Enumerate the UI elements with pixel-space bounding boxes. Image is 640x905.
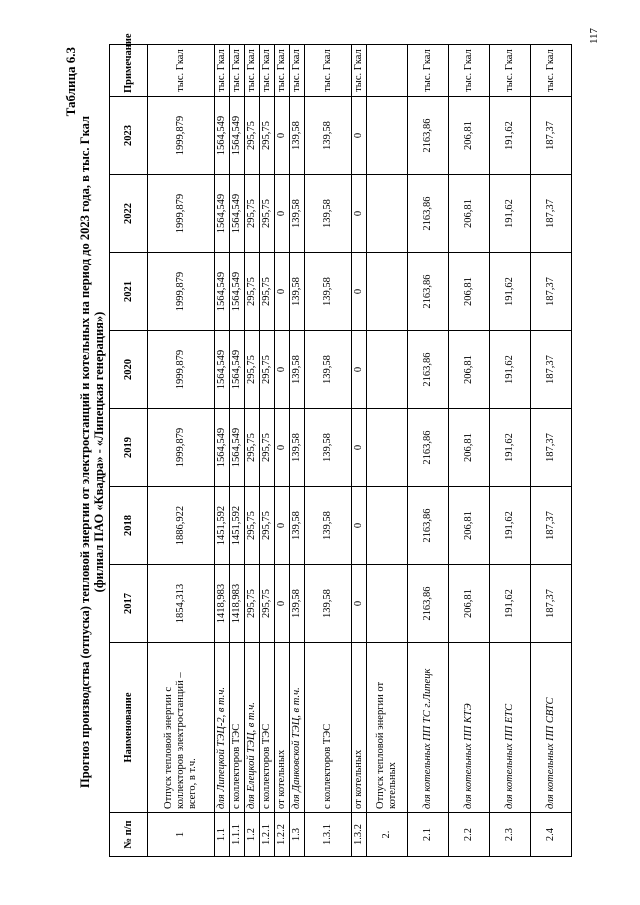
- row-number-cell: 1.1.1: [230, 813, 245, 857]
- value-cell: 2163,86: [408, 331, 449, 409]
- row-name-cell: для Елецкой ТЭЦ, в т.ч.: [245, 643, 260, 813]
- value-cell: 191,62: [490, 175, 531, 253]
- value-cell: [367, 565, 408, 643]
- table-row: [305, 45, 352, 857]
- value-cell: 295,75: [245, 97, 260, 175]
- value-cell: 206,81: [449, 97, 490, 175]
- row-name-cell: для котельных ПП СВТС: [531, 643, 572, 813]
- value-cell: 1564,549: [230, 253, 245, 331]
- table-row: [290, 45, 305, 857]
- row-number-cell: 2.3: [490, 813, 531, 857]
- value-cell: 0: [275, 97, 290, 175]
- value-cell: 0: [352, 487, 367, 565]
- header-cell: № п/п: [110, 813, 148, 857]
- row-number-cell: 1.1: [215, 813, 230, 857]
- value-cell: 1564,549: [230, 409, 245, 487]
- row-number-cell: 1.2.1: [260, 813, 275, 857]
- value-cell: 2163,86: [408, 487, 449, 565]
- note-cell: тыс. Гкал: [531, 45, 572, 97]
- value-cell: 139,58: [305, 175, 352, 253]
- table-row: [215, 45, 230, 857]
- header-cell: 2021: [110, 253, 148, 331]
- value-cell: 139,58: [290, 97, 305, 175]
- table-label: Таблица 6.3: [63, 47, 78, 117]
- header-cell: 2023: [110, 97, 148, 175]
- value-cell: 191,62: [490, 331, 531, 409]
- row-number-cell: 2.: [367, 813, 408, 857]
- value-cell: 2163,86: [408, 409, 449, 487]
- title-line-2: (филиал ПАО «Квадра» - «Липецкая генерация»): [92, 311, 106, 593]
- row-name-cell: Отпуск тепловой энергии от котельных: [367, 643, 408, 813]
- value-cell: 139,58: [290, 409, 305, 487]
- note-cell: тыс. Гкал: [260, 45, 275, 97]
- value-cell: 1564,549: [215, 253, 230, 331]
- value-cell: 139,58: [290, 331, 305, 409]
- row-name-cell: для котельных ПП ТС г.Липецк: [408, 643, 449, 813]
- value-cell: 191,62: [490, 253, 531, 331]
- row-name-cell: для Данковской ТЭЦ, в т.ч.: [290, 643, 305, 813]
- value-cell: 139,58: [305, 409, 352, 487]
- table-row: [531, 45, 572, 857]
- note-cell: тыс. Гкал: [275, 45, 290, 97]
- value-cell: 0: [352, 175, 367, 253]
- value-cell: 206,81: [449, 331, 490, 409]
- value-cell: 206,81: [449, 175, 490, 253]
- row-name-cell: для Липецкой ТЭЦ-2, в т.ч.: [215, 643, 230, 813]
- value-cell: 295,75: [260, 175, 275, 253]
- value-cell: 1564,549: [230, 97, 245, 175]
- header-cell: Наименование: [110, 643, 148, 813]
- value-cell: 2163,86: [408, 175, 449, 253]
- row-number-cell: 1: [148, 813, 215, 857]
- row-name-cell: Отпуск тепловой энергии с коллекторов электростанций – всего, в т.ч.: [148, 643, 215, 813]
- value-cell: 191,62: [490, 565, 531, 643]
- value-cell: 139,58: [305, 487, 352, 565]
- header-cell: 2019: [110, 409, 148, 487]
- note-cell: тыс. Гкал: [305, 45, 352, 97]
- value-cell: 0: [275, 253, 290, 331]
- value-cell: 2163,86: [408, 97, 449, 175]
- row-name-cell: с коллекторов ТЭС: [230, 643, 245, 813]
- value-cell: 1564,549: [215, 409, 230, 487]
- value-cell: 295,75: [245, 331, 260, 409]
- row-number-cell: 1.2: [245, 813, 260, 857]
- table-row: [245, 45, 260, 857]
- value-cell: 0: [352, 565, 367, 643]
- value-cell: 187,37: [531, 409, 572, 487]
- value-cell: 191,62: [490, 487, 531, 565]
- value-cell: 1999,879: [148, 409, 215, 487]
- value-cell: 139,58: [305, 253, 352, 331]
- table-row: [275, 45, 290, 857]
- value-cell: 1854,313: [148, 565, 215, 643]
- forecast-table: [109, 33, 572, 857]
- value-cell: 2163,86: [408, 565, 449, 643]
- note-cell: [367, 45, 408, 97]
- value-cell: 0: [352, 409, 367, 487]
- row-number-cell: 1.3.1: [305, 813, 352, 857]
- value-cell: 0: [275, 409, 290, 487]
- header-cell: 2020: [110, 331, 148, 409]
- row-name-cell: с коллекторов ТЭС: [305, 643, 352, 813]
- value-cell: 295,75: [260, 565, 275, 643]
- value-cell: 139,58: [290, 253, 305, 331]
- row-name-cell: для котельных ПП КТЭ: [449, 643, 490, 813]
- value-cell: 1886,922: [148, 487, 215, 565]
- table-title: [78, 47, 106, 857]
- value-cell: 295,75: [245, 409, 260, 487]
- value-cell: [367, 487, 408, 565]
- value-cell: 295,75: [245, 565, 260, 643]
- value-cell: 187,37: [531, 175, 572, 253]
- value-cell: 139,58: [290, 175, 305, 253]
- table-row: [260, 45, 275, 857]
- value-cell: 0: [352, 253, 367, 331]
- value-cell: 1564,549: [215, 331, 230, 409]
- value-cell: 206,81: [449, 253, 490, 331]
- value-cell: 295,75: [260, 253, 275, 331]
- row-name-cell: от котельных: [275, 643, 290, 813]
- value-cell: 206,81: [449, 409, 490, 487]
- table-row: [449, 45, 490, 857]
- value-cell: 206,81: [449, 565, 490, 643]
- table-body: [148, 45, 572, 857]
- value-cell: 139,58: [305, 97, 352, 175]
- value-cell: 295,75: [260, 409, 275, 487]
- value-cell: 1564,549: [230, 175, 245, 253]
- row-number-cell: 2.2: [449, 813, 490, 857]
- row-name-cell: с коллекторов ТЭС: [260, 643, 275, 813]
- value-cell: 0: [275, 175, 290, 253]
- row-name-cell: от котельных: [352, 643, 367, 813]
- row-number-cell: 1.2.2: [275, 813, 290, 857]
- header-cell: 2022: [110, 175, 148, 253]
- value-cell: 295,75: [260, 331, 275, 409]
- value-cell: 1564,549: [230, 331, 245, 409]
- value-cell: 187,37: [531, 565, 572, 643]
- table-row: [367, 45, 408, 857]
- row-number-cell: 1.3.2: [352, 813, 367, 857]
- value-cell: [367, 175, 408, 253]
- value-cell: 191,62: [490, 97, 531, 175]
- value-cell: 0: [352, 331, 367, 409]
- value-cell: 295,75: [260, 487, 275, 565]
- note-cell: тыс. Гкал: [148, 45, 215, 97]
- table-row: [230, 45, 245, 857]
- value-cell: 139,58: [305, 331, 352, 409]
- note-cell: тыс. Гкал: [215, 45, 230, 97]
- row-number-cell: 1.3: [290, 813, 305, 857]
- note-cell: тыс. Гкал: [490, 45, 531, 97]
- note-cell: тыс. Гкал: [449, 45, 490, 97]
- value-cell: 0: [352, 97, 367, 175]
- header-row: [110, 45, 148, 857]
- value-cell: 1999,879: [148, 253, 215, 331]
- value-cell: 187,37: [531, 97, 572, 175]
- row-number-cell: 2.1: [408, 813, 449, 857]
- value-cell: 1564,549: [215, 175, 230, 253]
- note-cell: тыс. Гкал: [408, 45, 449, 97]
- value-cell: 295,75: [245, 487, 260, 565]
- value-cell: 1451,592: [215, 487, 230, 565]
- header-cell: Примечание: [110, 45, 148, 97]
- row-number-cell: 2.4: [531, 813, 572, 857]
- value-cell: 1418,983: [215, 565, 230, 643]
- value-cell: 295,75: [245, 175, 260, 253]
- value-cell: 187,37: [531, 487, 572, 565]
- title-line-1: Прогноз производства (отпуска) тепловой энергии от электростанций и котельных на период до 2023 года, в тыс. Гкал: [78, 116, 92, 789]
- value-cell: 206,81: [449, 487, 490, 565]
- value-cell: 2163,86: [408, 253, 449, 331]
- header-cell: 2017: [110, 565, 148, 643]
- value-cell: 1999,879: [148, 331, 215, 409]
- value-cell: 1999,879: [148, 97, 215, 175]
- value-cell: 0: [275, 565, 290, 643]
- value-cell: 1451,592: [230, 487, 245, 565]
- value-cell: 1564,549: [215, 97, 230, 175]
- row-name-cell: для котельных ПП ЕТС: [490, 643, 531, 813]
- value-cell: 1418,983: [230, 565, 245, 643]
- note-cell: тыс. Гкал: [352, 45, 367, 97]
- note-cell: тыс. Гкал: [290, 45, 305, 97]
- value-cell: 187,37: [531, 253, 572, 331]
- value-cell: [367, 331, 408, 409]
- page-number: 117: [587, 27, 600, 45]
- value-cell: [367, 409, 408, 487]
- table-row: [490, 45, 531, 857]
- value-cell: 191,62: [490, 409, 531, 487]
- value-cell: 187,37: [531, 331, 572, 409]
- note-cell: тыс. Гкал: [230, 45, 245, 97]
- value-cell: 139,58: [305, 565, 352, 643]
- value-cell: 139,58: [290, 487, 305, 565]
- value-cell: 295,75: [260, 97, 275, 175]
- table-row: [352, 45, 367, 857]
- header-cell: 2018: [110, 487, 148, 565]
- value-cell: [367, 253, 408, 331]
- value-cell: 295,75: [245, 253, 260, 331]
- value-cell: 0: [275, 331, 290, 409]
- value-cell: 0: [275, 487, 290, 565]
- note-cell: тыс. Гкал: [245, 45, 260, 97]
- value-cell: 139,58: [290, 565, 305, 643]
- value-cell: [367, 97, 408, 175]
- table-row: [148, 45, 215, 857]
- table-row: [408, 45, 449, 857]
- value-cell: 1999,879: [148, 175, 215, 253]
